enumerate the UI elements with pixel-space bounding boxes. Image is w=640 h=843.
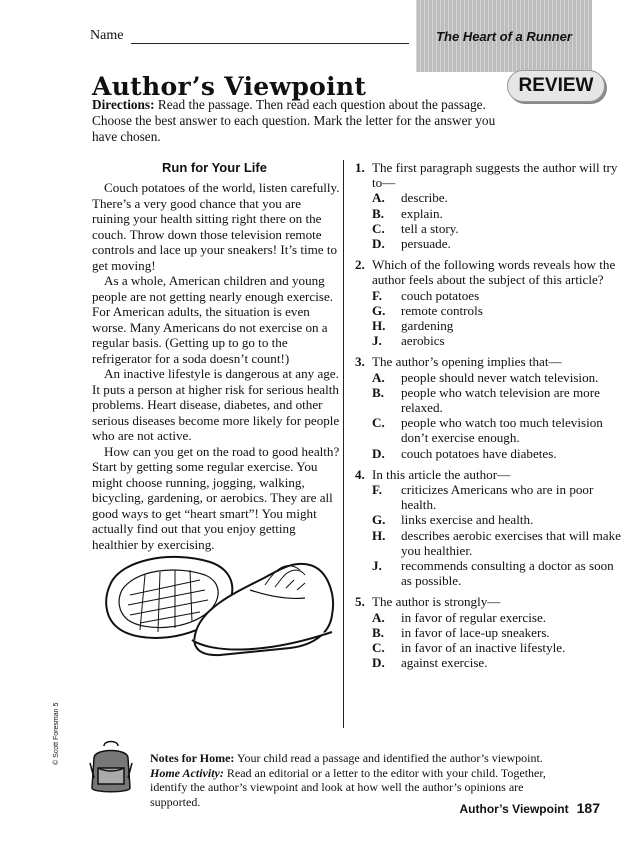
backpack-icon <box>86 738 136 796</box>
question-number: 2. <box>355 257 365 273</box>
option-letter: D. <box>372 655 385 671</box>
option-text: explain. <box>401 205 443 221</box>
option-letter: A. <box>372 609 385 625</box>
name-line[interactable] <box>131 29 409 44</box>
answer-option[interactable] <box>372 528 627 558</box>
question <box>355 354 627 460</box>
option-text: links exercise and health. <box>401 512 534 528</box>
page-title: Author’s Viewpoint <box>92 72 367 101</box>
passage-paragraph: As a whole, American children and young people are not getting nearly enough exercise. For American adults, the situation is even worse. Many Americans do not exercise on a regular basis. (Getting up to go to the refrigerator for a soda doesn’t count!) <box>92 273 334 366</box>
answer-option[interactable] <box>372 236 627 251</box>
answer-option[interactable] <box>372 655 627 670</box>
answer-option[interactable] <box>372 190 627 205</box>
question <box>355 160 627 251</box>
question-number: 4. <box>355 466 365 482</box>
review-badge: REVIEW <box>507 70 605 102</box>
answer-option[interactable] <box>372 512 627 527</box>
option-letter: J. <box>372 333 382 349</box>
notes-text: Your child read a passage and identified the author’s viewpoint. <box>236 751 543 765</box>
option-text: gardening <box>401 318 454 334</box>
answer-option[interactable] <box>372 221 627 236</box>
name-row <box>90 28 409 44</box>
option-letter: J. <box>372 558 382 574</box>
option-letter: B. <box>372 384 385 400</box>
option-text: remote controls <box>401 302 483 318</box>
answer-option[interactable] <box>372 415 627 445</box>
option-text: couch potatoes have diabetes. <box>401 445 557 461</box>
option-letter: H. <box>372 527 386 543</box>
question <box>355 594 627 670</box>
option-text: recommends consulting a doctor as soon as possible. <box>401 558 614 589</box>
question-text: The author is strongly— <box>372 594 501 610</box>
answer-option[interactable] <box>372 318 627 333</box>
option-text: criticizes Americans who are in poor health. <box>401 482 594 513</box>
answer-option[interactable] <box>372 370 627 385</box>
answer-option[interactable] <box>372 625 627 640</box>
home-activity-text: Read an editorial or a letter to the editor with your child. Together, identify the author’s viewpoint and look at how well the author’s opinions are supported. <box>150 765 546 809</box>
answer-option[interactable] <box>372 446 627 461</box>
questions <box>355 160 627 677</box>
question-text: The first paragraph suggests the author will try to— <box>372 160 618 191</box>
option-text: couch potatoes <box>401 287 480 303</box>
option-text: people should never watch television. <box>401 369 599 385</box>
column-divider <box>343 160 344 728</box>
question-text: The author’s opening implies that— <box>372 354 562 370</box>
option-letter: F. <box>372 287 383 303</box>
answer-option[interactable] <box>372 640 627 655</box>
option-text: against exercise. <box>401 655 488 671</box>
option-text: aerobics <box>401 333 445 349</box>
option-letter: D. <box>372 445 385 461</box>
question-text: In this article the author— <box>372 466 511 482</box>
option-letter: C. <box>372 220 385 236</box>
page-footer <box>440 800 600 816</box>
option-text: in favor of lace-up sneakers. <box>401 624 550 640</box>
answer-option[interactable] <box>372 303 627 318</box>
directions-label: Directions: <box>92 97 155 112</box>
option-text: describe. <box>401 190 448 206</box>
question <box>355 467 627 589</box>
directions <box>92 97 507 145</box>
option-letter: F. <box>372 482 383 498</box>
answer-option[interactable] <box>372 206 627 221</box>
question-number: 5. <box>355 594 365 610</box>
name-label: Name <box>90 28 124 43</box>
answer-option[interactable] <box>372 333 627 348</box>
option-text: describes aerobic exercises that will make you healthier. <box>401 527 621 558</box>
option-letter: D. <box>372 236 385 252</box>
answer-option[interactable] <box>372 558 627 588</box>
option-letter: B. <box>372 205 385 221</box>
option-text: people who watch too much television don’t exercise enough. <box>401 415 603 446</box>
option-text: persuade. <box>401 236 451 252</box>
home-activity-label: Home Activity: <box>150 765 224 780</box>
passage <box>92 180 342 552</box>
option-letter: C. <box>372 640 385 656</box>
directions-text: Read the passage. Then read each question about the passage. Choose the best answer to each question. Mark the letter for the answer you have chosen. <box>92 97 496 144</box>
notes-label: Notes for Home: <box>150 751 235 765</box>
answer-option[interactable] <box>372 482 627 512</box>
option-letter: C. <box>372 415 385 431</box>
option-letter: G. <box>372 512 386 528</box>
passage-paragraph: Couch potatoes of the world, listen carefully. There’s a very good chance that you are ruining your health sitting right there on the couch. Throw down those television remote controls and lace up your sneakers! It’s time to get moving! <box>92 180 340 273</box>
passage-paragraph: An inactive lifestyle is dangerous at any age. It puts a person at higher risk for serious health problems. Heart disease, diabetes, and other serious diseases become more likely for people who are not active. <box>92 366 340 443</box>
footer-label: Author’s Viewpoint <box>459 802 569 816</box>
option-text: in favor of regular exercise. <box>401 609 547 625</box>
option-letter: H. <box>372 318 386 334</box>
option-letter: A. <box>372 190 385 206</box>
page-number: 187 <box>576 800 600 816</box>
option-letter: G. <box>372 302 386 318</box>
passage-title: Run for Your Life <box>162 160 267 175</box>
option-text: people who watch television are more relaxed. <box>401 384 600 416</box>
question-number: 3. <box>355 354 365 370</box>
copyright: © Scott Foresman 5 <box>53 702 60 765</box>
question <box>355 257 627 348</box>
option-letter: B. <box>372 624 385 640</box>
option-text: tell a story. <box>401 220 459 236</box>
answer-option[interactable] <box>372 385 627 415</box>
passage-paragraph: How can you get on the road to good health? Start by getting some regular exercise. You might choose running, jogging, walking, bicycling, gardening, or aerobics. They are all good ways to get “heart smart”! You might actually find out that you enjoy getting healthier by exercising. <box>92 443 340 552</box>
option-text: in favor of an inactive lifestyle. <box>401 640 566 656</box>
unit-title: The Heart of a Runner <box>436 29 572 44</box>
question-text: Which of the following words reveals how the author feels about the subject of this article? <box>372 257 616 288</box>
sneakers-illustration <box>100 540 340 665</box>
answer-option[interactable] <box>372 288 627 303</box>
question-number: 1. <box>355 160 365 175</box>
option-letter: A. <box>372 369 385 385</box>
answer-option[interactable] <box>372 610 627 625</box>
